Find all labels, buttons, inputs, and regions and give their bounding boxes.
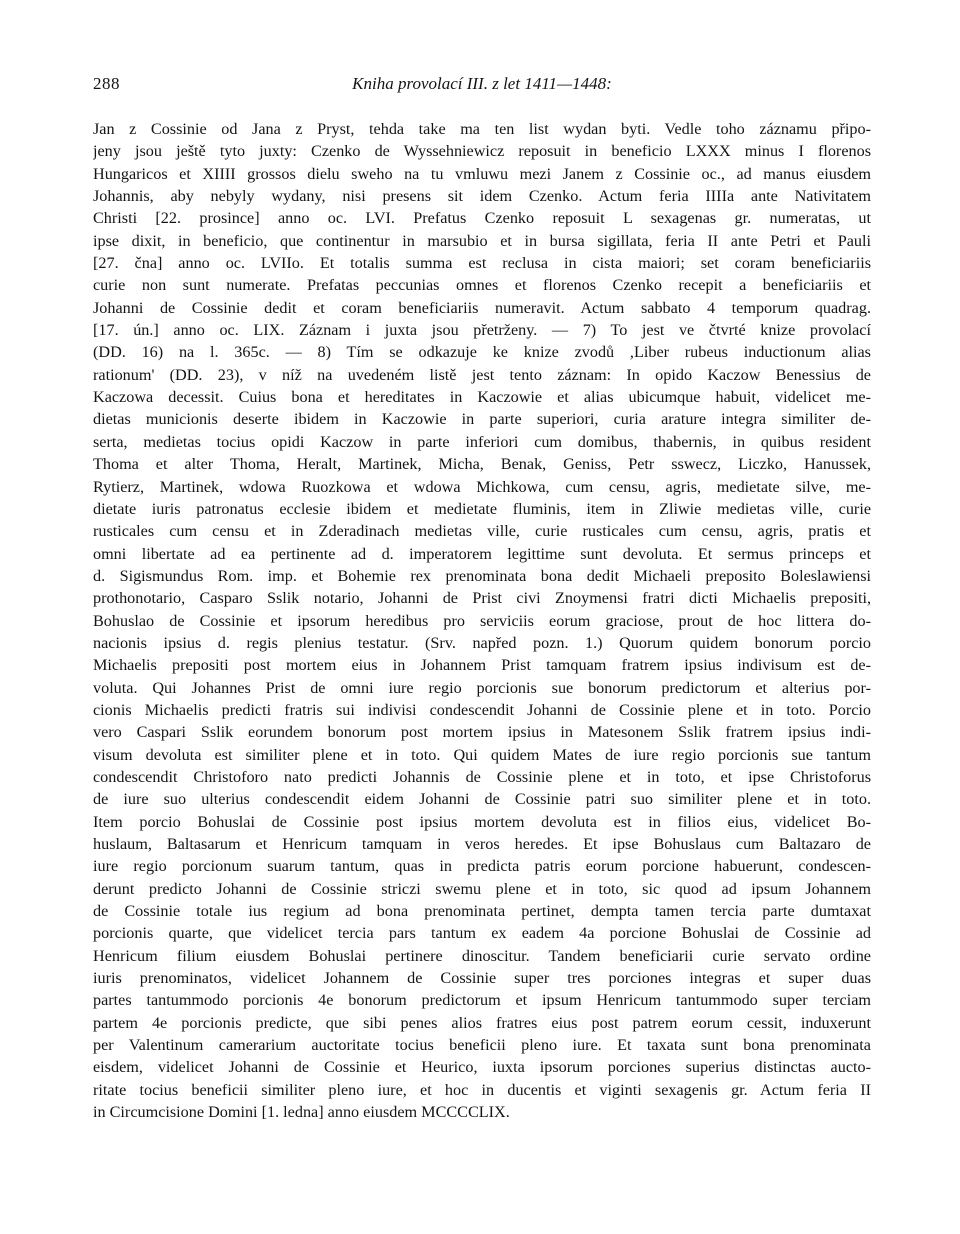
text-line: Hungaricos et XIIII grossos dielu sweho na tu vmluwu mezi Janem z Cossinie oc., ad manus eiusdem <box>93 164 871 183</box>
text-line: visum devoluta est similiter plene et in toto. Qui quidem Mates de iure regio porcionis sue tantum <box>93 745 871 764</box>
page-number: 288 <box>93 74 120 93</box>
text-line: Rytierz, Martinek, wdowa Ruozkowa et wdowa Michkowa, cum censu, agris, medietate silve, me- <box>93 477 871 496</box>
text-line: dietas municionis deserte ibidem in Kaczowie in parte superiori, curia arature integra similiter de- <box>93 410 871 429</box>
text-line: partem 4e porcionis predicte, que sibi penes alios fratres eius post patrem eorum cessit, induxerunt <box>93 1013 871 1032</box>
text-line: Johannis, aby nebyly wydany, nisi presens sit idem Czenko. Actum feria IIIIa ante Nativitatem <box>93 187 871 206</box>
text-line: iuris prenominatos, videlicet Johannem de Cossinie super tres porciones integras et super duas <box>93 969 871 988</box>
running-header <box>93 74 871 100</box>
text-line: cionis Michaelis predicti fratris sui indivisi condescendit Johanni de Cossinie plene et in toto. Porcio <box>93 700 871 719</box>
text-line: dietate iuris patronatus ecclesie ibidem et medietate fluminis, item in Zliwie medietas ville, curie <box>93 499 871 518</box>
text-line: Item porcio Bohuslai de Cossinie post ipsius mortem devoluta est in filios eius, videlicet Bo- <box>93 812 871 831</box>
text-line: Thoma et alter Thoma, Heralt, Martinek, Micha, Benak, Geniss, Petr sswecz, Liczko, Hanussek, <box>93 455 871 474</box>
text-line: voluta. Qui Johannes Prist de omni iure regio porcionis sue bonorum predictorum et alterius por- <box>93 678 871 697</box>
text-line: (DD. 16) na l. 365c. — 8) Tím se odkazuje ke knize zvodů ,Liber rubeus inductionum alias <box>93 343 871 362</box>
text-line: de Cossinie totale ius regium ad bona prenominata pertinet, dempta tamen tercia parte dumtaxat <box>93 902 871 921</box>
text-line: condescendit Christoforo nato predicti Johannis de Cossinie plene et in toto, et ipse Christoforus <box>93 767 871 786</box>
text-line: Bohuslao de Cossinie et ipsorum heredibus pro serviciis eorum graciose, prout de hoc littera do- <box>93 611 871 630</box>
text-line: prothonotario, Casparo Sslik notario, Johanni de Prist civi Znoymensi fratri dicti Michaelis prepositi, <box>93 589 871 608</box>
text-line: serta, medietas tocius opidi Kaczow in parte inferiori cum domibus, thabernis, in quibus resident <box>93 432 871 451</box>
text-line: derunt predicto Johanni de Cossinie striczi swemu plene et in toto, sic quod ad ipsum Johannem <box>93 879 871 898</box>
text-line: in Circumcisione Domini [1. ledna] anno eiusdem MCCCCLIX. <box>93 1103 510 1122</box>
text-line: jeny jsou ještě tyto juxty: Czenko de Wyssehniewicz reposuit in beneficio LXXX minus I florenos <box>93 142 871 161</box>
text-line: huslaum, Baltasarum et Henricum tamquam in veros heredes. Et ipse Bohuslaus cum Baltazaro de <box>93 835 871 853</box>
text-line: Johanni de Cossinie dedit et coram beneficiariis numeravit. Actum sabbato 4 temporum quadrag. <box>93 298 871 317</box>
text-line: Christi [22. prosince] anno oc. LVI. Prefatus Czenko reposuit L sexagenas gr. numeratas, ut <box>93 209 871 228</box>
text-line: rusticales cum censu et in Zderadinach medietas ville, curie rusticales cum censu, agris, pratis et <box>93 522 871 541</box>
text-line: nacionis ipsius d. regis plenius testatur. (Srv. napřed pozn. 1.) Quorum quidem bonorum porcio <box>93 633 871 652</box>
body-text <box>93 118 871 1123</box>
text-line: [27. čna] anno oc. LVIIo. Et totalis summa est reclusa in cista maiori; set coram beneficiariis <box>93 254 871 273</box>
text-line: Jan z Cossinie od Jana z Pryst, tehda take ma ten list wydan byti. Vedle toho záznamu připo- <box>93 120 871 138</box>
running-title: Kniha provolací III. z let 1411—1448: <box>352 74 612 93</box>
text-line: curie non sunt numerate. Prefatas peccunias omnes et florenos Czenko recepit a beneficiariis et <box>93 276 871 295</box>
text-line: porcionis quarte, que videlicet tercia pars tantum ex eadem 4a porcione Bohuslai de Cossinie ad <box>93 924 871 943</box>
text-line: partes tantummodo porcionis 4e bonorum predictorum et ipsum Henricum tantummodo super terciam <box>93 991 871 1010</box>
text-line: eisdem, videlicet Johanni de Cossinie et Heurico, iuxta ipsorum porciones superius distinctas aucto- <box>93 1058 871 1077</box>
text-line: ipse dixit, in beneficio, que continentur in marsubio et in bursa sigillata, feria II ante Petri et Pauli <box>93 231 871 250</box>
text-line: iure regio porcionum suarum tantum, quas in predicta patris eorum porcione habuerunt, condescen- <box>93 857 871 876</box>
text-line: Kaczowa decessit. Cuius bona et hereditates in Kaczowie et alias ubicumque habuit, videlicet me- <box>93 388 871 407</box>
text-line: d. Sigismundus Rom. imp. et Bohemie rex prenominata bona dedit Michaeli preposito Boleslawiensi <box>93 566 871 585</box>
text-line: Michaelis prepositi post mortem eius in Johannem Prist tamquam fratrem ipsius indivisum est de- <box>93 656 871 675</box>
text-line: ritate tocius beneficii similiter pleno iure, et hoc in ducentis et viginti sexagenis gr. Actum feria II <box>93 1080 871 1099</box>
text-line: Henricum filium eiusdem Bohuslai pertinere dinoscitur. Tandem beneficiarii curie servato ordine <box>93 946 871 965</box>
text-line: per Valentinum camerarium auctoritate tocius beneficii pleno iure. Et taxata sunt bona prenominata <box>93 1036 871 1055</box>
text-line: de iure suo ulterius condescendit eidem Johanni de Cossinie patri suo similiter plene et in toto. <box>93 790 871 809</box>
text-line: vero Caspari Sslik eorundem bonorum post mortem ipsius in Matesonem Sslik fratrem ipsius indi- <box>93 723 871 742</box>
text-line: rationum' (DD. 23), v níž na uvedeném listě jest tento záznam: In opido Kaczow Benessius de <box>93 365 871 384</box>
text-line: [17. ún.] anno oc. LIX. Záznam i juxta jsou přetrženy. — 7) To jest ve čtvrté knize provolací <box>93 321 871 340</box>
text-line: omni libertate ad ea pertinente ad d. imperatorem legittime sunt devoluta. Et sermus princeps et <box>93 544 871 563</box>
